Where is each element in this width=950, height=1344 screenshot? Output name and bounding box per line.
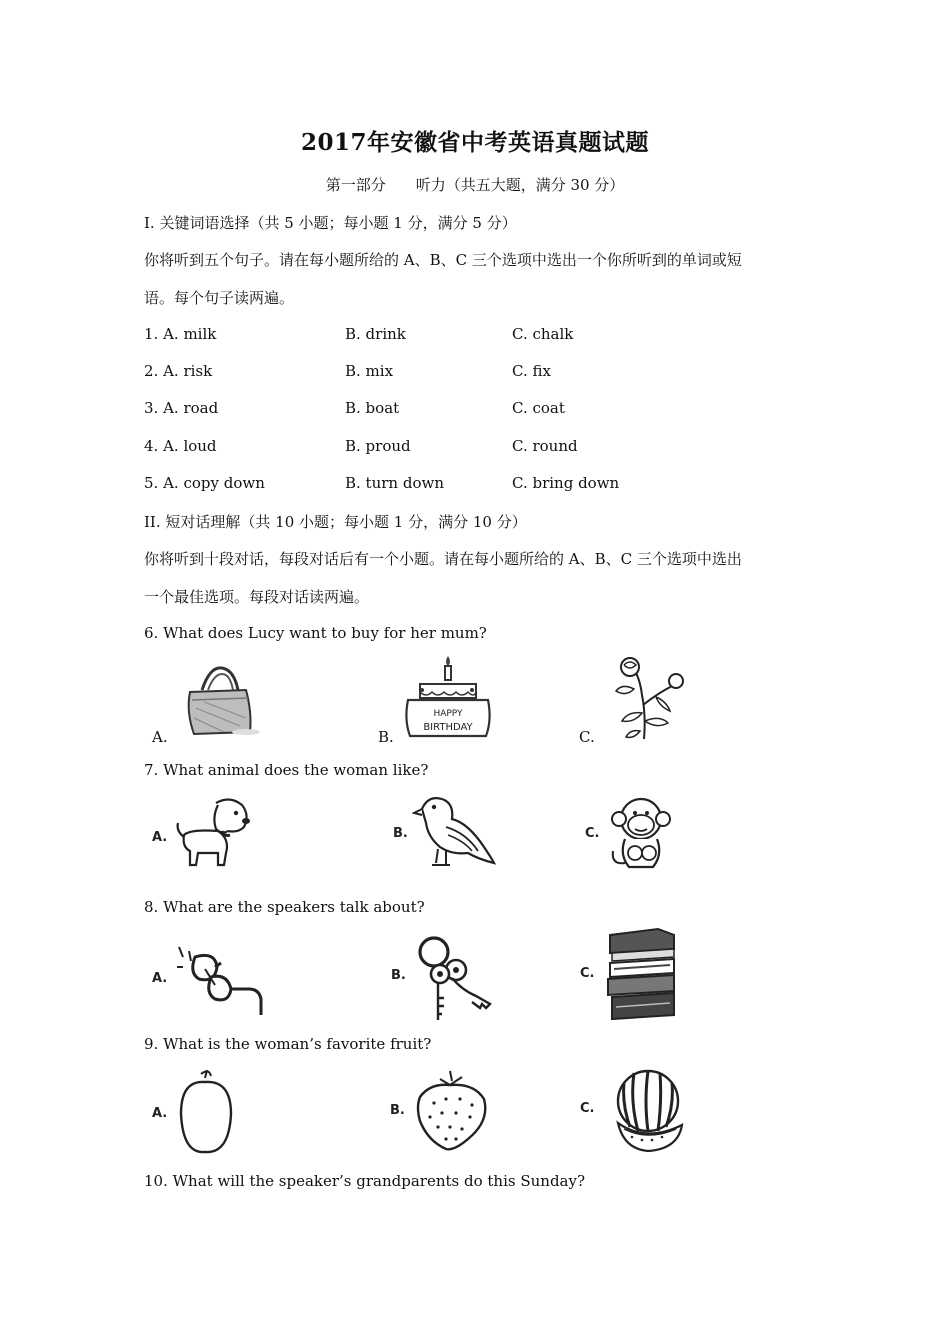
- q4-option-b: B. proud: [345, 437, 411, 455]
- q6-label-c: C.: [579, 728, 595, 746]
- section2-heading: II. 短对话理解（共 10 小题；每小题 1 分，满分 10 分）: [144, 513, 527, 531]
- q8-label-b: B.: [391, 968, 406, 983]
- q7-label-b: B.: [393, 826, 408, 841]
- q9-label-c: C.: [580, 1101, 595, 1116]
- q6-label-b: B.: [378, 728, 394, 746]
- glasses-icon: [175, 937, 267, 1019]
- q7-label-c: C.: [585, 826, 600, 841]
- q10-question: 10. What will the speaker’s grandparents do this Sunday?: [144, 1172, 585, 1190]
- bird-icon: [412, 793, 498, 871]
- q8-label-a: A.: [152, 971, 168, 986]
- q2-option-c: C. fix: [512, 362, 551, 380]
- handbag-icon: [180, 662, 262, 738]
- dog-icon: [172, 795, 254, 869]
- q2-option-a: 2. A. risk: [144, 362, 213, 380]
- q3-option-a: 3. A. road: [144, 399, 219, 417]
- apple-icon: [175, 1068, 237, 1158]
- q8-question: 8. What are the speakers talk about?: [144, 898, 425, 916]
- books-icon: [604, 925, 678, 1021]
- q5-option-b: B. turn down: [345, 474, 444, 492]
- monkey-icon: [607, 793, 677, 871]
- q6-label-a: A.: [152, 728, 168, 746]
- q1-option-b: B. drink: [345, 325, 406, 343]
- q2-option-b: B. mix: [345, 362, 394, 380]
- q5-option-a: 5. A. copy down: [144, 474, 265, 492]
- q9-question: 9. What is the woman’s favorite fruit?: [144, 1035, 432, 1053]
- q9-label-b: B.: [390, 1103, 405, 1118]
- q7-question: 7. What animal does the woman like?: [144, 761, 429, 779]
- section2-instruction-line2: 一个最佳选项。每段对话读两遍。: [144, 588, 370, 606]
- q9-label-a: A.: [152, 1106, 168, 1121]
- q1-option-c: C. chalk: [512, 325, 574, 343]
- birthday-cake-icon: [402, 654, 494, 740]
- q6-question: 6. What does Lucy want to buy for her mum?: [144, 624, 487, 642]
- keys-icon: [410, 932, 496, 1024]
- page-title: 2017年安徽省中考英语真题试题: [300, 129, 649, 156]
- q1-option-a: 1. A. milk: [144, 325, 217, 343]
- q3-option-c: C. coat: [512, 399, 565, 417]
- cake-text-birthday: BIRTHDAY: [423, 722, 473, 733]
- rose-icon: [604, 655, 688, 741]
- q4-option-a: 4. A. loud: [144, 437, 217, 455]
- watermelon-icon: [602, 1065, 688, 1155]
- part-subtitle: 第一部分 听力（共五大题，满分 30 分）: [325, 176, 625, 194]
- q4-option-c: C. round: [512, 437, 578, 455]
- cake-text-happy: HAPPY: [433, 709, 463, 719]
- q7-label-a: A.: [152, 830, 168, 845]
- q5-option-c: C. bring down: [512, 474, 620, 492]
- q3-option-b: B. boat: [345, 399, 400, 417]
- strawberry-icon: [410, 1067, 492, 1153]
- q8-label-c: C.: [580, 966, 595, 981]
- section1-instruction-line1: 你将听到五个句子。请在每小题所给的 A、B、C 三个选项中选出一个你所听到的单词或短: [144, 251, 742, 269]
- section1-heading: I. 关键词语选择（共 5 小题；每小题 1 分，满分 5 分）: [144, 214, 517, 232]
- section1-instruction-line2: 语。每个句子读两遍。: [144, 289, 295, 307]
- section2-instruction-line1: 你将听到十段对话，每段对话后有一个小题。请在每小题所给的 A、B、C 三个选项中选出: [144, 550, 742, 568]
